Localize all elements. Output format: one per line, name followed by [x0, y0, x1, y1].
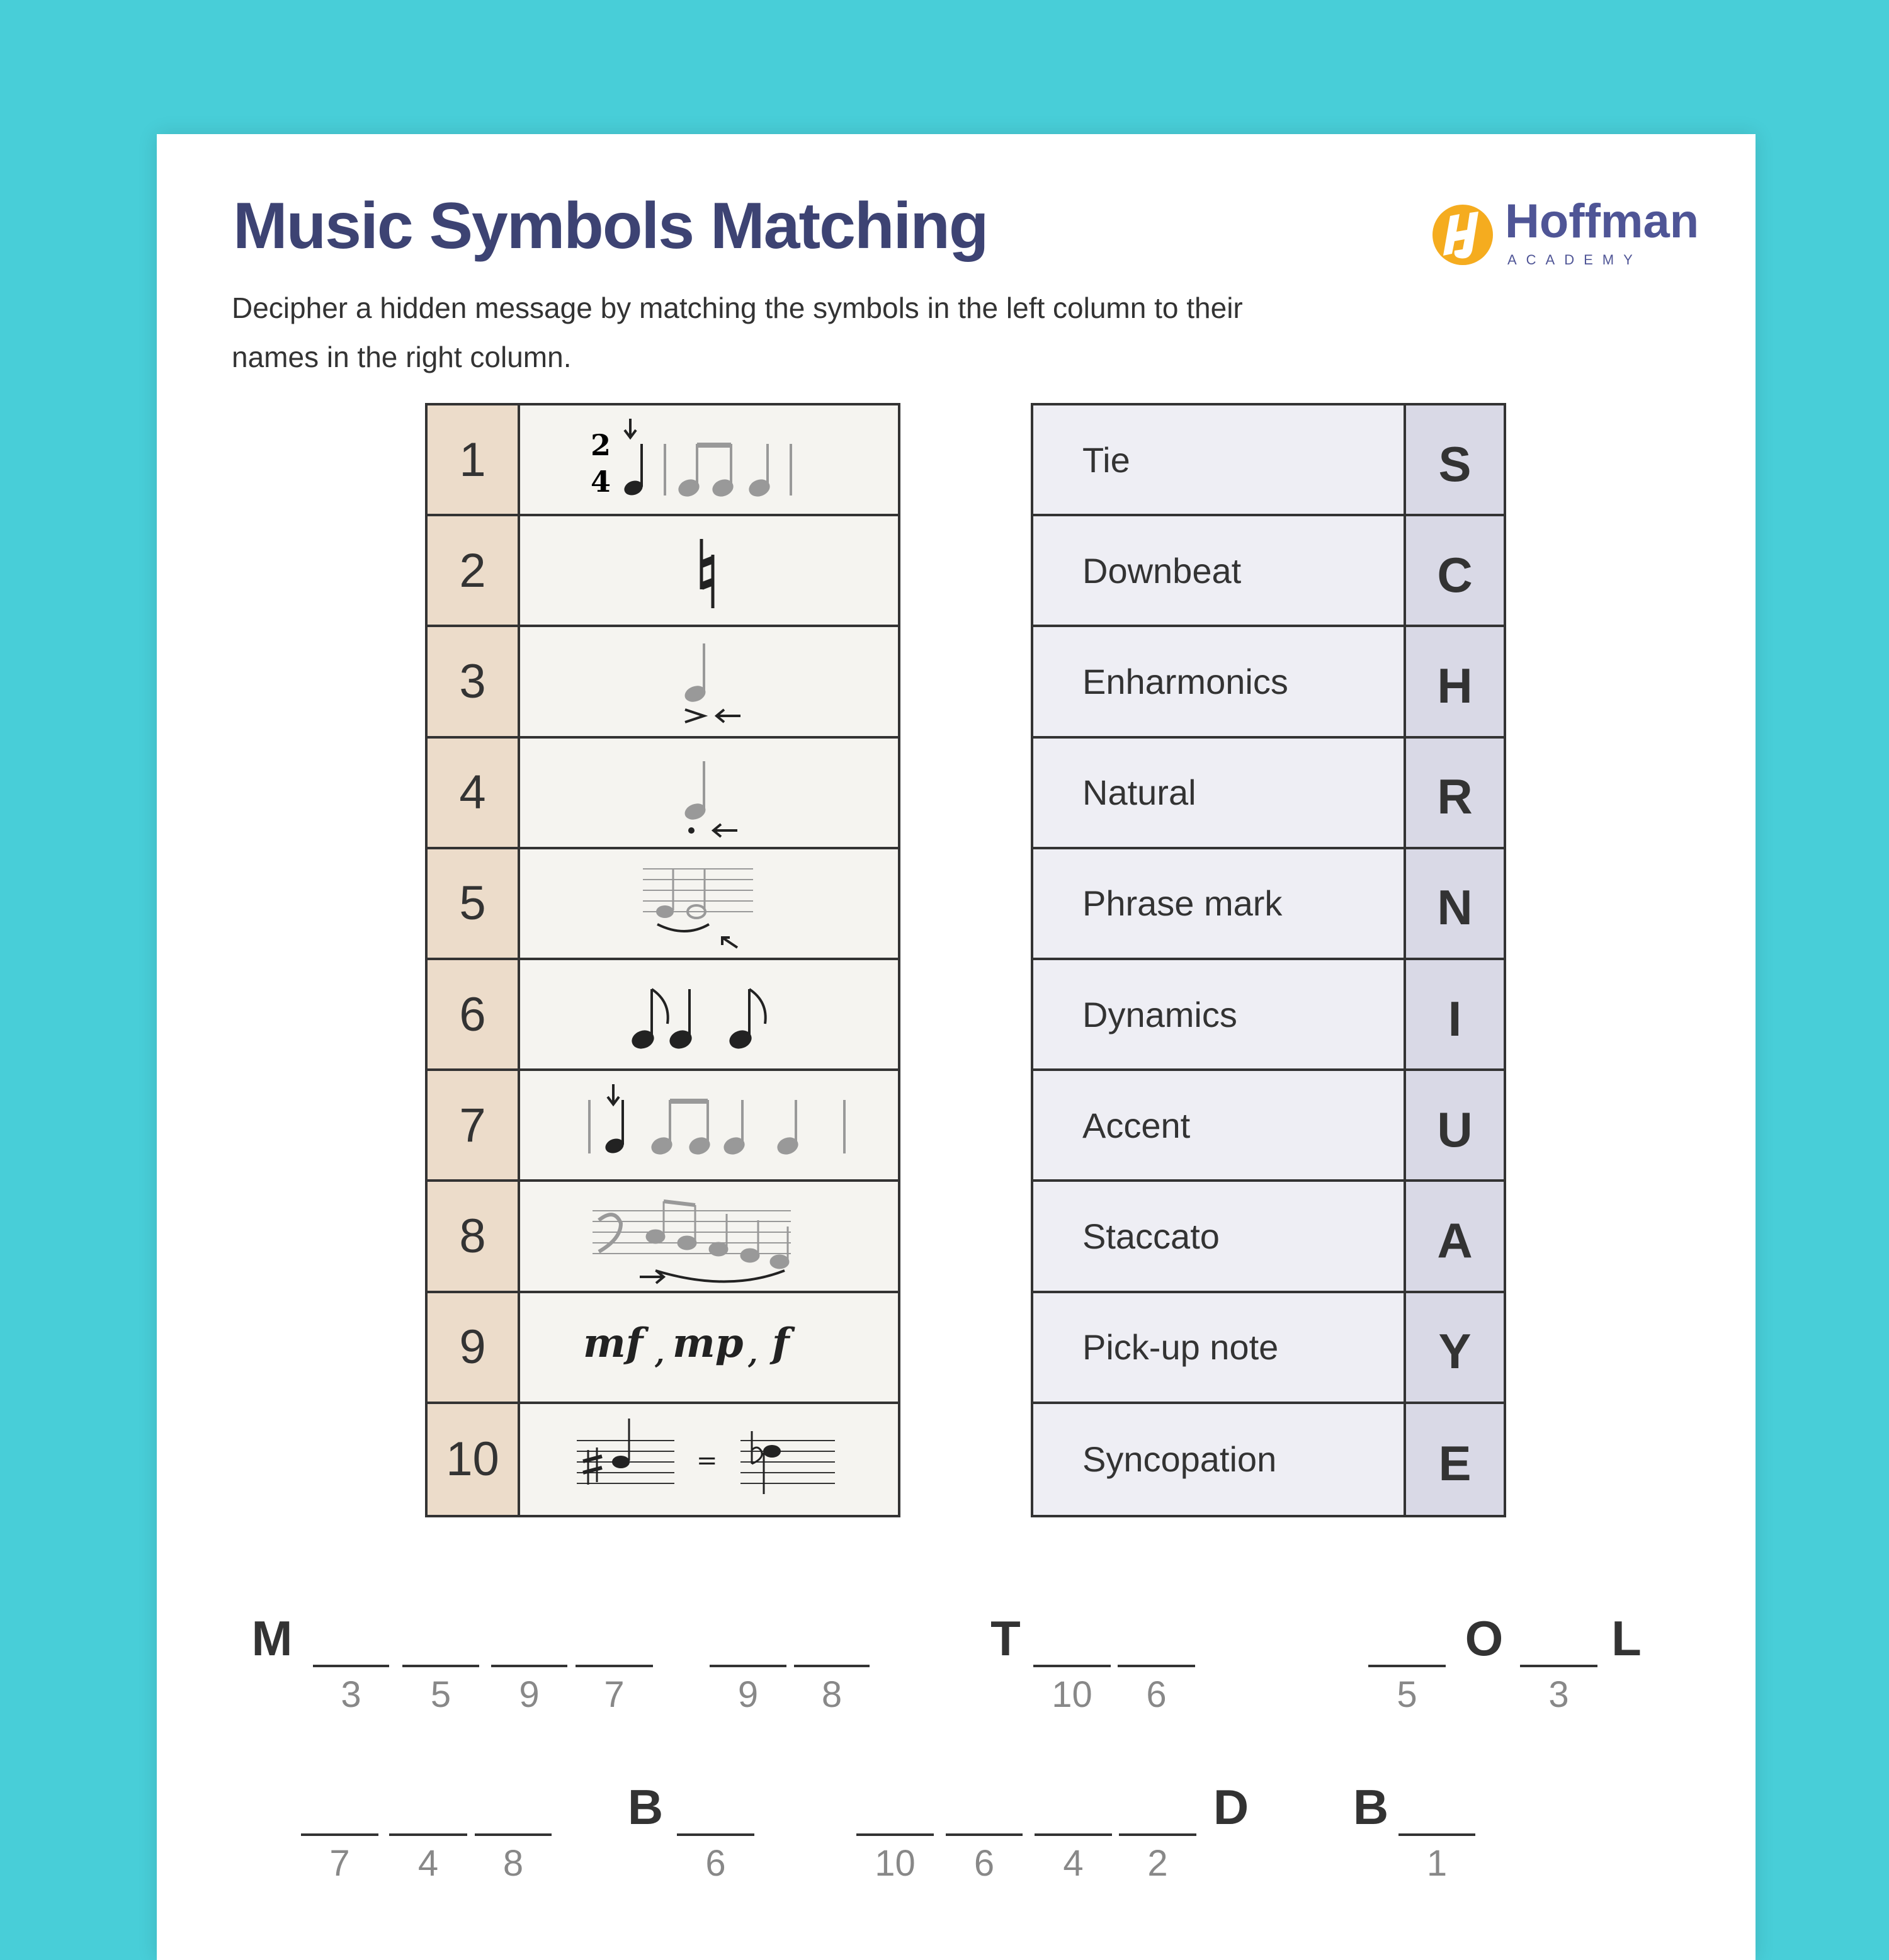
- symbol-downbeat: [520, 1071, 898, 1179]
- answer-blank[interactable]: 6: [1118, 1665, 1195, 1702]
- symbol-syncopation: [520, 960, 898, 1068]
- symbol-name: Downbeat: [1033, 516, 1406, 625]
- code-letter: C: [1406, 516, 1504, 625]
- symbol-tie: [520, 849, 898, 958]
- sharp-icon: [583, 1447, 602, 1485]
- symbol-name: Pick-up note: [1033, 1293, 1406, 1402]
- symbol-accent: [520, 627, 898, 735]
- given-letter: M: [251, 1611, 293, 1666]
- dynamic-mf: mf: [583, 1319, 644, 1367]
- table-row: [428, 1404, 898, 1515]
- answer-blank[interactable]: 3: [313, 1665, 389, 1702]
- given-letter: T: [990, 1611, 1021, 1666]
- symbol-name: Tie: [1033, 405, 1406, 514]
- answer-blank[interactable]: 10: [856, 1833, 934, 1871]
- table-row: [428, 405, 898, 516]
- row-number: 9: [428, 1293, 520, 1402]
- row-number: 1: [428, 405, 520, 514]
- symbol-name: Enharmonics: [1033, 627, 1406, 735]
- given-letter: O: [1465, 1611, 1504, 1666]
- code-letter: Y: [1406, 1293, 1504, 1402]
- answer-blank[interactable]: 5: [1368, 1665, 1446, 1702]
- page-title: Music Symbols Matching: [233, 190, 988, 263]
- names-table: [1031, 403, 1506, 1517]
- table-row: [1033, 1404, 1504, 1515]
- table-row: [1033, 627, 1504, 738]
- given-letter: B: [627, 1779, 664, 1835]
- answer-blank[interactable]: 10: [1033, 1665, 1111, 1702]
- flat-icon: [752, 1431, 762, 1464]
- answer-blank[interactable]: 1: [1398, 1833, 1475, 1871]
- table-row: [428, 960, 898, 1071]
- answer-blank[interactable]: 4: [1035, 1833, 1112, 1871]
- code-letter: A: [1406, 1182, 1504, 1290]
- equals-sign: =: [696, 1446, 718, 1475]
- row-number: 2: [428, 516, 520, 625]
- time-signature-top: 2: [591, 428, 611, 463]
- symbol-phrase-mark: [520, 1182, 898, 1290]
- given-letter: L: [1611, 1611, 1642, 1666]
- answer-blank[interactable]: 8: [794, 1665, 870, 1702]
- answer-blank[interactable]: 6: [677, 1833, 754, 1871]
- symbol-name: Dynamics: [1033, 960, 1406, 1068]
- symbol-pickup-note: [520, 405, 898, 514]
- symbol-name: Natural: [1033, 739, 1406, 847]
- code-letter: I: [1406, 960, 1504, 1068]
- logo-tagline: ACADEMY: [1507, 252, 1642, 268]
- table-row: [1033, 960, 1504, 1071]
- table-row: [1033, 1182, 1504, 1293]
- answer-blank[interactable]: 7: [301, 1833, 378, 1871]
- table-row: [1033, 739, 1504, 849]
- table-row: [1033, 1293, 1504, 1404]
- dynamic-mp: mp: [672, 1319, 744, 1367]
- symbol-natural: [520, 516, 898, 625]
- answer-blank[interactable]: 6: [946, 1833, 1023, 1871]
- table-row: [428, 849, 898, 960]
- answer-blank[interactable]: 4: [389, 1833, 467, 1871]
- answer-blank[interactable]: 9: [491, 1665, 567, 1702]
- symbol-name: Accent: [1033, 1071, 1406, 1179]
- answer-blank[interactable]: 7: [576, 1665, 653, 1702]
- row-number: 10: [428, 1404, 520, 1515]
- dynamic-f: f: [772, 1319, 790, 1367]
- table-row: [1033, 849, 1504, 960]
- comma: ,: [748, 1337, 758, 1370]
- logo-name: Hoffman: [1505, 195, 1699, 248]
- symbol-name: Syncopation: [1033, 1404, 1406, 1515]
- symbol-staccato: [520, 739, 898, 847]
- given-letter: D: [1213, 1779, 1249, 1835]
- symbol-enharmonics: [520, 1404, 898, 1515]
- table-row: [428, 1071, 898, 1182]
- logo-h-icon: [1428, 200, 1497, 269]
- table-row: [428, 1182, 898, 1293]
- symbol-dynamics: [520, 1293, 898, 1402]
- symbol-name: Staccato: [1033, 1182, 1406, 1290]
- answer-blank[interactable]: 5: [402, 1665, 479, 1702]
- table-row: [428, 627, 898, 738]
- code-letter: N: [1406, 849, 1504, 958]
- row-number: 8: [428, 1182, 520, 1290]
- time-signature-bottom: 4: [591, 465, 611, 499]
- row-number: 7: [428, 1071, 520, 1179]
- worksheet: [157, 134, 1756, 1960]
- hoffman-logo: [1428, 195, 1705, 275]
- code-letter: E: [1406, 1404, 1504, 1515]
- code-letter: R: [1406, 739, 1504, 847]
- answer-blank[interactable]: 8: [475, 1833, 552, 1871]
- symbol-name: Phrase mark: [1033, 849, 1406, 958]
- code-letter: S: [1406, 405, 1504, 514]
- instructions: Decipher a hidden message by matching the symbols in the left column to their names in the right column.: [232, 292, 1243, 373]
- table-row: [428, 1293, 898, 1404]
- given-letter: B: [1353, 1779, 1389, 1835]
- code-letter: H: [1406, 627, 1504, 735]
- answer-blank[interactable]: 9: [710, 1665, 786, 1702]
- table-row: [1033, 1071, 1504, 1182]
- row-number: 3: [428, 627, 520, 735]
- table-row: [1033, 516, 1504, 627]
- answer-blank[interactable]: 2: [1119, 1833, 1196, 1871]
- code-letter: U: [1406, 1071, 1504, 1179]
- row-number: 4: [428, 739, 520, 847]
- table-row: [428, 739, 898, 849]
- row-number: 6: [428, 960, 520, 1068]
- answer-blank[interactable]: 3: [1520, 1665, 1597, 1702]
- symbols-table: [425, 403, 900, 1517]
- row-number: 5: [428, 849, 520, 958]
- comma: ,: [655, 1337, 665, 1370]
- table-row: [428, 516, 898, 627]
- table-row: [1033, 405, 1504, 516]
